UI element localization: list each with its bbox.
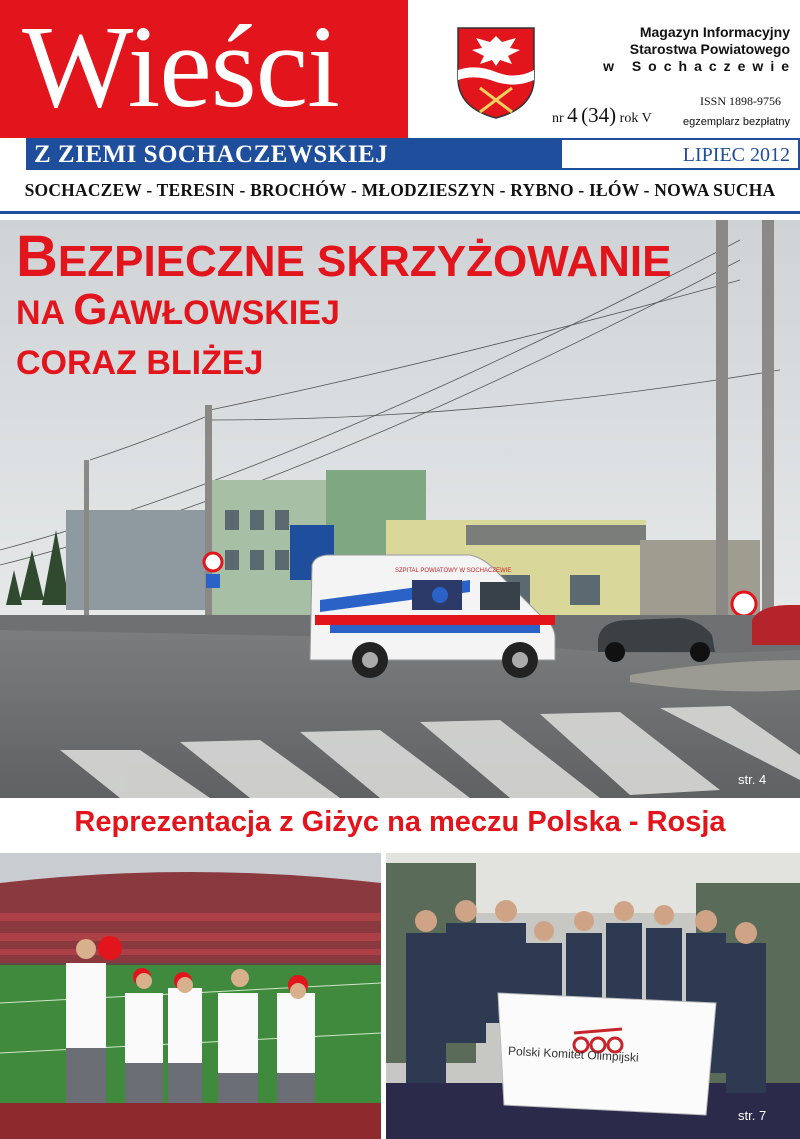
olympic-banner-text: Polski Komitet Olimpijski xyxy=(507,1043,639,1065)
headline-line-1 xyxy=(16,224,672,289)
issue-total: (34) xyxy=(581,103,617,127)
info-line: Starostwa Powiatowego xyxy=(629,41,790,57)
issue-prefix: nr xyxy=(552,111,564,126)
issue-number xyxy=(552,103,652,128)
masthead-red-block xyxy=(0,0,408,138)
ambulance-label: SZPITAL POWIATOWY W SOCHACZEWIE xyxy=(395,568,512,574)
towns-list: SOCHACZEW - TERESIN - BROCHÓW - MŁODZIESZYN - RYBNO - IŁÓW - NOWA SUCHA xyxy=(24,180,776,200)
coat-of-arms-icon xyxy=(456,26,536,120)
date-box xyxy=(560,138,800,170)
headline-line-2 xyxy=(16,285,340,334)
headline-text: AWŁOWSKIEJ xyxy=(107,294,340,332)
free-copy-note: egzemplarz bezpłatny xyxy=(682,116,790,128)
headline-initial: G xyxy=(73,285,108,334)
magazine-title: Wieści xyxy=(22,1,339,132)
magazine-info xyxy=(540,24,796,75)
subtitle-bar xyxy=(26,138,800,170)
group-photo xyxy=(386,853,800,1139)
headline-line-3: CORAZ BLIŻEJ xyxy=(16,344,264,382)
page-reference-2: str. 7 xyxy=(738,1108,767,1123)
info-line: Magazyn Informacyjny xyxy=(639,24,790,40)
issue-date: LIPIEC 2012 xyxy=(682,144,790,166)
headline-text: EZPIECZNE SKRZYŻOWANIE xyxy=(57,237,672,286)
stadium-photo xyxy=(0,853,381,1139)
issue-year: rok V xyxy=(619,111,652,126)
headline-text: NA xyxy=(16,294,74,332)
second-headline: Reprezentacja z Giżyc na meczu Polska - Rosja xyxy=(74,806,726,838)
magazine-subtitle: Z ZIEMI SOCHACZEWSKIEJ xyxy=(34,141,389,168)
issue-num: 4 xyxy=(567,103,578,127)
headline-initial: B xyxy=(16,224,58,289)
page-reference: str. 4 xyxy=(738,772,767,787)
issn: ISSN 1898-9756 xyxy=(700,94,782,108)
info-line: w Sochaczewie xyxy=(603,58,796,74)
divider xyxy=(0,211,800,214)
